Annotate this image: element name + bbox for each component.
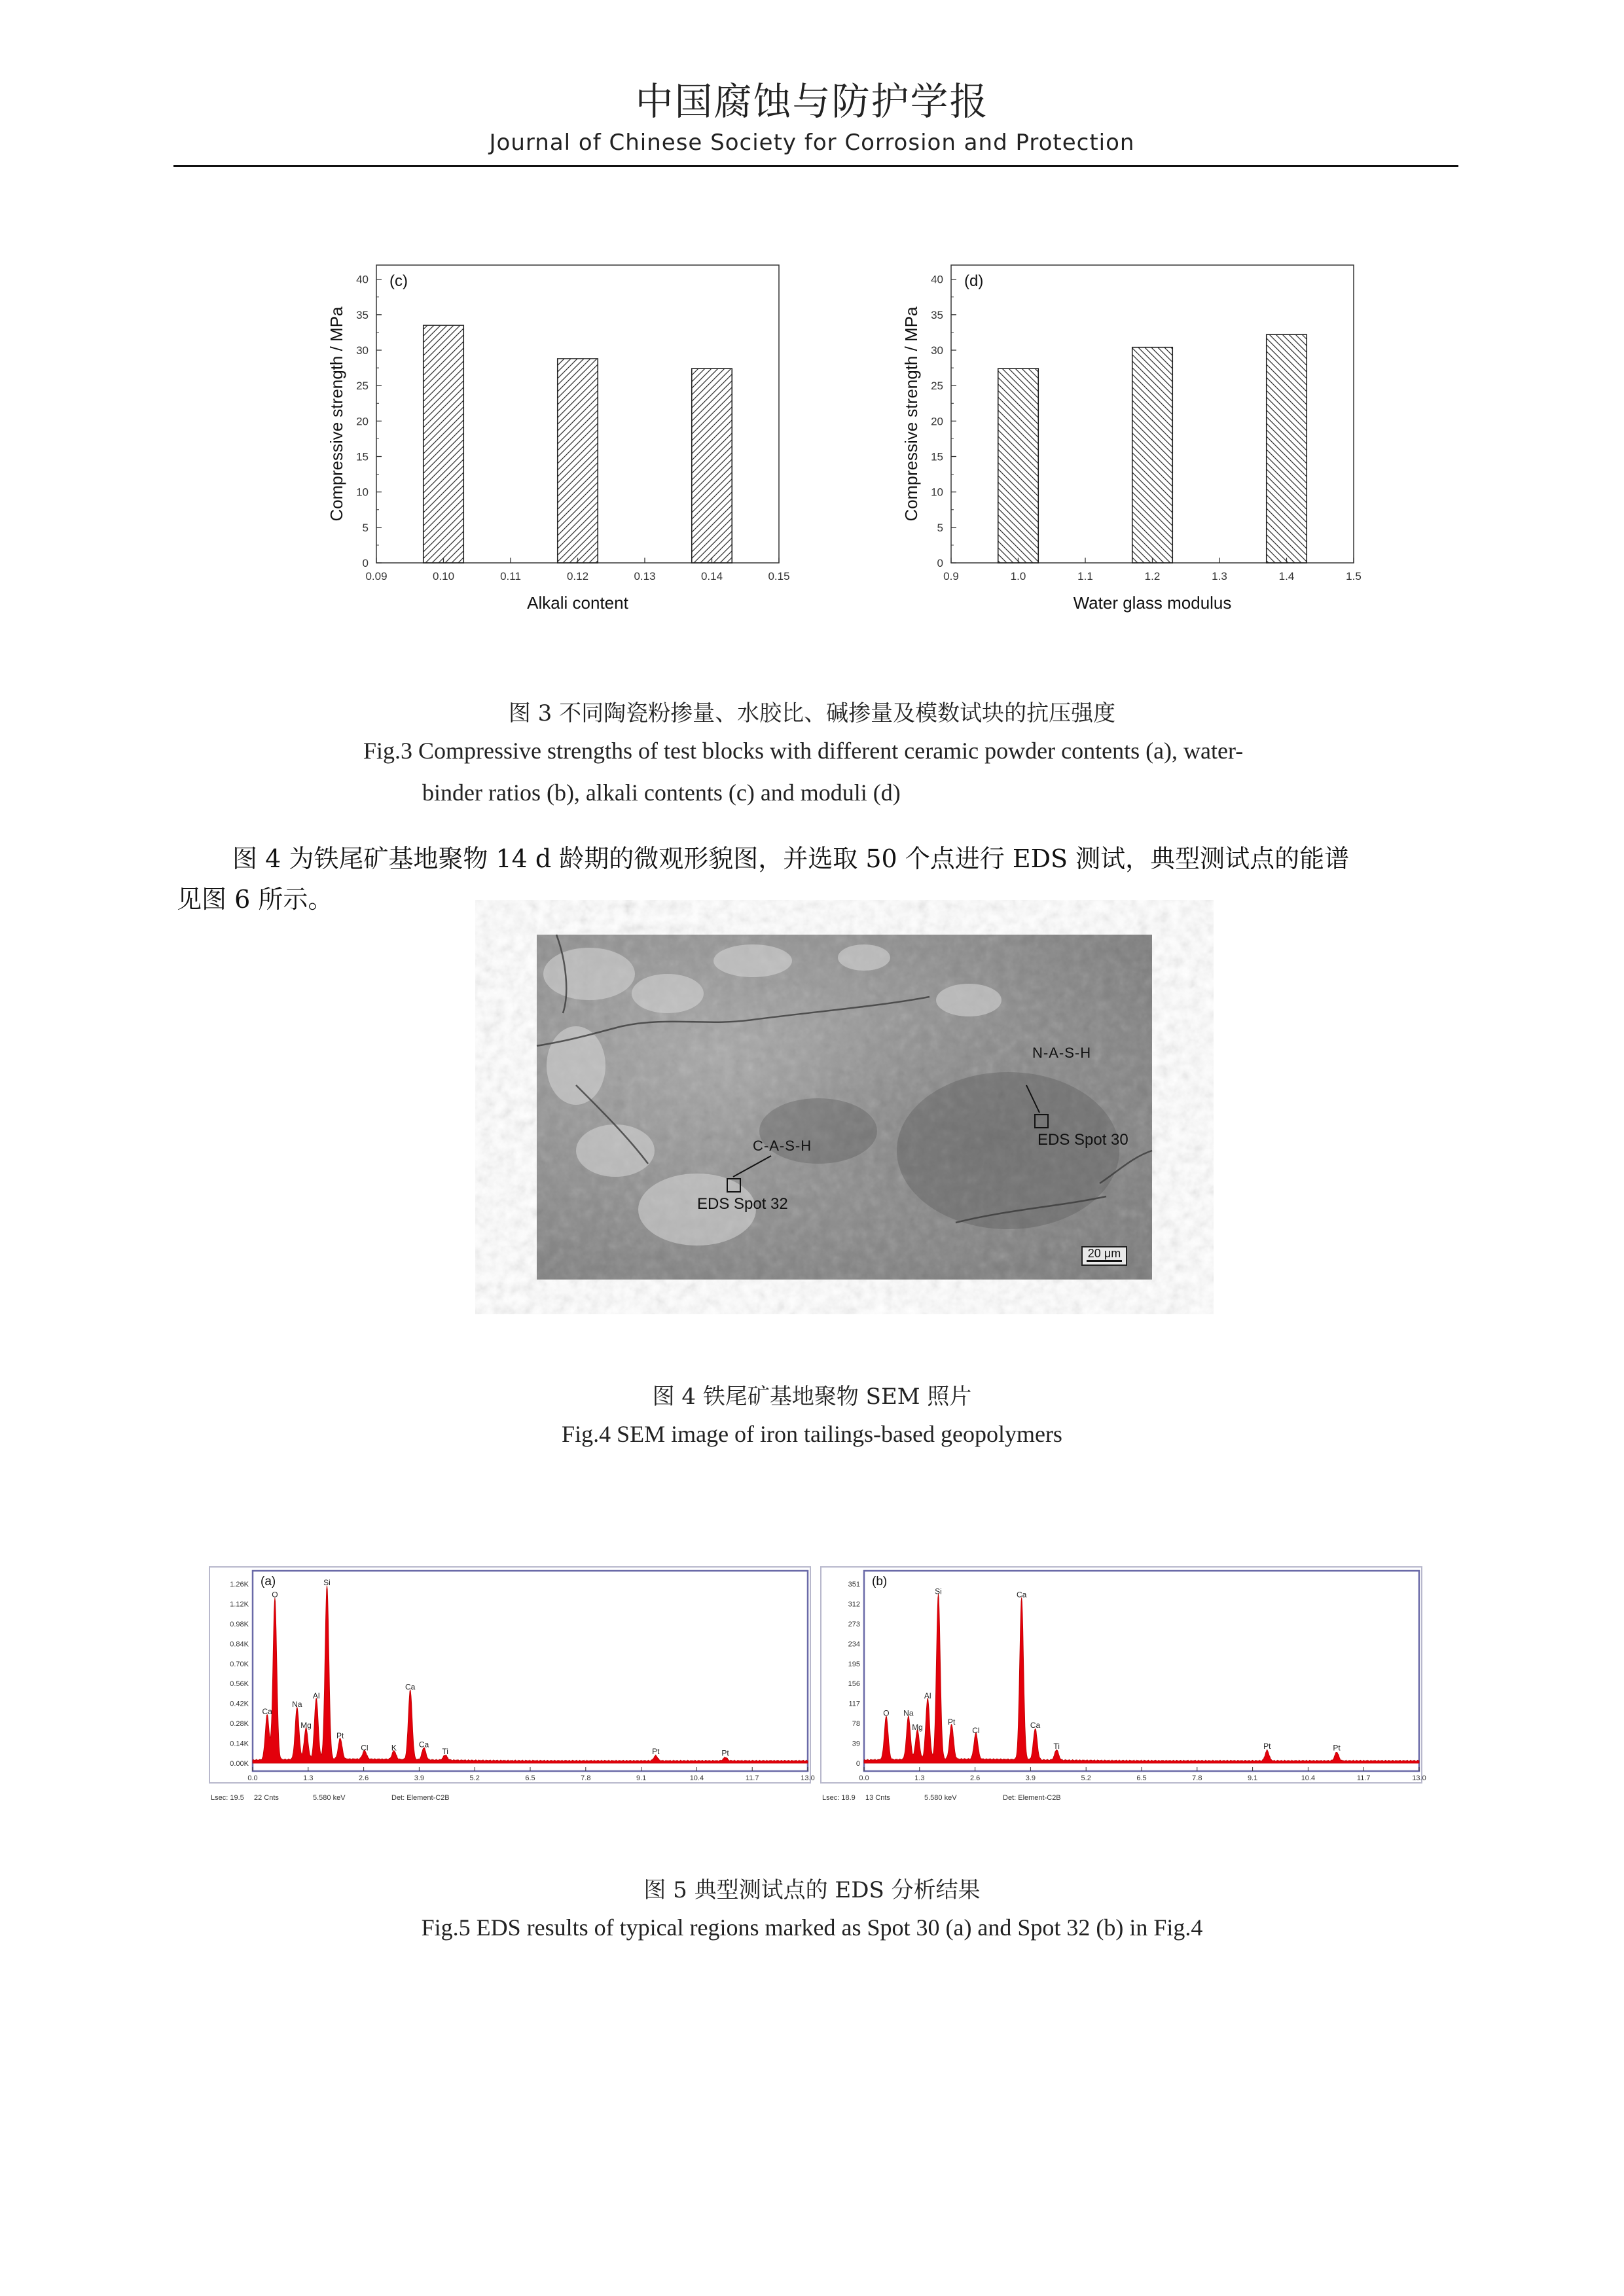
y-tick-label: 10 <box>931 486 943 499</box>
label-cash: C-A-S-H <box>753 1138 812 1154</box>
peak-label: Pt <box>948 1717 956 1727</box>
x-tick-label: 1.3 <box>1212 570 1227 583</box>
bar <box>692 368 732 563</box>
y-tick-label: 20 <box>356 415 369 428</box>
footer-text: 13 Cnts <box>865 1794 890 1802</box>
scale-bar <box>1081 1246 1127 1266</box>
y-tick-label: 25 <box>356 380 369 393</box>
peak-label: Cl <box>361 1743 369 1753</box>
peak-label: Pt <box>1263 1742 1271 1751</box>
journal-title-en: Journal of Chinese Society for Corrosion and Protection <box>489 130 1135 156</box>
y-tick-label: 78 <box>852 1720 860 1729</box>
x-tick-label: 7.8 <box>1192 1774 1202 1782</box>
y-tick-label: 15 <box>931 450 943 463</box>
x-tick-label: 1.2 <box>1144 570 1161 583</box>
body-paragraph-line2: 见图 6 所示。 <box>177 885 333 914</box>
x-tick-label: 3.9 <box>414 1774 425 1782</box>
peak-label: Ca <box>418 1740 429 1749</box>
y-tick-label: 0.70K <box>230 1660 249 1668</box>
y-tick-label: 0 <box>362 557 369 569</box>
x-tick-label: 10.4 <box>1301 1774 1316 1782</box>
bar <box>424 325 464 563</box>
peak-label: Ca <box>405 1682 416 1692</box>
fig4-caption-cn: 图 4 铁尾矿基地聚物 SEM 照片 <box>652 1384 972 1410</box>
y-tick-label: 40 <box>931 273 943 286</box>
y-tick-label: 0.00K <box>230 1760 249 1768</box>
y-tick-label: 5 <box>362 521 369 534</box>
peak-label: Pt <box>652 1747 660 1757</box>
y-tick-label: 156 <box>848 1680 860 1689</box>
x-tick-label: 13.0 <box>801 1774 815 1782</box>
footer-text: Det: Element-C2B <box>1003 1794 1061 1802</box>
y-tick-label: 1.12K <box>230 1600 249 1609</box>
label-spot30: EDS Spot 30 <box>1038 1131 1128 1149</box>
y-tick-label: 0.42K <box>230 1700 249 1708</box>
bar <box>1267 334 1307 563</box>
eds-spectrum-b <box>820 1566 1426 1805</box>
y-axis-label: Compressive strength / MPa <box>901 306 921 522</box>
footer-text: 22 Cnts <box>254 1794 279 1802</box>
x-axis-label: Alkali content <box>527 593 628 613</box>
peak-label: Al <box>924 1691 931 1700</box>
x-tick-label: 1.3 <box>303 1774 314 1782</box>
peak-label: Si <box>323 1578 331 1587</box>
chart-d <box>889 249 1386 641</box>
bar <box>998 368 1039 563</box>
x-tick-label: 11.7 <box>1356 1774 1371 1782</box>
peak-label: Na <box>292 1700 302 1710</box>
x-tick-label: 2.6 <box>358 1774 369 1782</box>
x-tick-label: 1.3 <box>914 1774 925 1782</box>
y-tick-label: 0.14K <box>230 1740 249 1748</box>
peak-label: Ti <box>442 1747 448 1757</box>
x-tick-label: 3.9 <box>1025 1774 1036 1782</box>
x-tick-label: 1.1 <box>1077 570 1093 583</box>
peak-label: O <box>883 1708 890 1718</box>
x-tick-label: 13.0 <box>1412 1774 1426 1782</box>
y-tick-label: 25 <box>931 380 943 393</box>
chart-c <box>314 249 812 641</box>
footer-text: 5.580 keV <box>924 1794 957 1802</box>
y-tick-label: 234 <box>848 1640 860 1649</box>
label-nash: N-A-S-H <box>1032 1045 1092 1061</box>
x-tick-label: 7.8 <box>581 1774 591 1782</box>
y-tick-label: 30 <box>356 344 369 357</box>
peak-label: Pt <box>1333 1743 1341 1753</box>
x-tick-label: 0.0 <box>859 1774 869 1782</box>
x-tick-label: 0.9 <box>943 570 959 583</box>
y-tick-label: 117 <box>848 1700 860 1708</box>
y-tick-label: 0 <box>856 1760 860 1768</box>
fig5-caption-en: Fig.5 EDS results of typical regions marked as Spot 30 (a) and Spot 32 (b) in Fig.4 <box>421 1914 1203 1941</box>
panel-label: (a) <box>261 1575 276 1588</box>
x-tick-label: 0.11 <box>500 570 521 583</box>
panel-label: (c) <box>389 272 408 290</box>
scale-bar-line <box>1087 1260 1122 1262</box>
x-tick-label: 0.14 <box>700 570 723 583</box>
x-tick-label: 0.13 <box>634 570 656 583</box>
peak-label: Ca <box>1030 1721 1041 1731</box>
x-tick-label: 0.0 <box>247 1774 258 1782</box>
x-tick-label: 5.2 <box>1081 1774 1091 1782</box>
bar <box>558 359 598 563</box>
label-spot32: EDS Spot 32 <box>697 1195 788 1213</box>
peak-label: Mg <box>912 1722 923 1732</box>
y-tick-label: 0 <box>937 557 943 569</box>
x-tick-label: 2.6 <box>969 1774 981 1782</box>
fig3-caption-en-line2: binder ratios (b), alkali contents (c) and moduli (d) <box>422 780 901 806</box>
x-tick-label: 0.15 <box>768 570 790 583</box>
fig3-caption-en-line1: Fig.3 Compressive strengths of test blocks with different ceramic powder contents (a), water- <box>363 738 1244 764</box>
x-tick-label: 9.1 <box>1247 1774 1258 1782</box>
footer-text: Det: Element-C2B <box>391 1794 450 1802</box>
y-tick-label: 312 <box>848 1600 860 1609</box>
peak-label: Pt <box>721 1748 729 1758</box>
footer-text: Lsec: 19.5 <box>211 1794 244 1802</box>
peak-label: Al <box>312 1691 320 1700</box>
sem-image <box>537 935 1152 1280</box>
peak-label: Mg <box>300 1721 312 1731</box>
x-tick-label: 0.12 <box>566 570 589 583</box>
peak-label: Ca <box>262 1706 272 1716</box>
eds-spectrum-a <box>208 1566 815 1805</box>
x-tick-label: 1.5 <box>1346 570 1362 583</box>
peak-label: Cl <box>972 1726 980 1736</box>
fig5-caption-cn: 图 5 典型测试点的 EDS 分析结果 <box>643 1877 981 1903</box>
y-tick-label: 5 <box>937 521 943 534</box>
y-tick-label: 0.84K <box>230 1640 249 1649</box>
panel-label: (d) <box>964 272 984 290</box>
y-tick-label: 40 <box>356 273 369 286</box>
x-tick-label: 0.09 <box>365 570 388 583</box>
spectrum-plot-frame <box>253 1571 808 1771</box>
fig3-caption-cn: 图 3 不同陶瓷粉掺量、水胶比、碱掺量及模数试块的抗压强度 <box>508 700 1116 726</box>
bar <box>1132 348 1173 563</box>
y-tick-label: 0.28K <box>230 1720 249 1729</box>
x-tick-label: 9.1 <box>636 1774 647 1782</box>
y-tick-label: 0.98K <box>230 1620 249 1628</box>
x-tick-label: 5.2 <box>469 1774 480 1782</box>
x-tick-label: 11.7 <box>745 1774 759 1782</box>
y-tick-label: 20 <box>931 415 943 428</box>
header-rule <box>173 165 1458 167</box>
peak-label: O <box>272 1590 278 1600</box>
x-tick-label: 6.5 <box>1136 1774 1147 1782</box>
footer-text: 5.580 keV <box>313 1794 346 1802</box>
fig4-caption-en: Fig.4 SEM image of iron tailings-based geopolymers <box>562 1421 1062 1447</box>
x-tick-label: 6.5 <box>525 1774 535 1782</box>
journal-title-cn: 中国腐蚀与防护学报 <box>635 79 989 124</box>
x-tick-label: 0.10 <box>432 570 455 583</box>
panel-label: (b) <box>872 1575 888 1588</box>
peak-label: Si <box>935 1587 942 1596</box>
y-tick-label: 0.56K <box>230 1680 249 1689</box>
y-tick-label: 35 <box>356 308 369 321</box>
x-tick-label: 10.4 <box>689 1774 704 1782</box>
y-tick-label: 30 <box>931 344 943 357</box>
scale-bar-label: 20 μm <box>1087 1247 1121 1260</box>
y-tick-label: 273 <box>848 1620 860 1628</box>
y-tick-label: 39 <box>852 1740 860 1748</box>
peak-label: K <box>391 1743 397 1753</box>
spectrum-plot-frame <box>864 1571 1419 1771</box>
y-tick-label: 351 <box>848 1581 860 1589</box>
peak-label: Na <box>903 1708 914 1718</box>
x-tick-label: 1.0 <box>1010 570 1026 583</box>
peak-label: Pt <box>336 1731 344 1741</box>
peak-label: Ti <box>1053 1742 1060 1751</box>
y-tick-label: 35 <box>931 308 943 321</box>
y-axis-label: Compressive strength / MPa <box>327 306 346 522</box>
body-paragraph-line1: 图 4 为铁尾矿基地聚物 14 d 龄期的微观形貌图，并选取 50 个点进行 EDS 测试，典型测试点的能谱 <box>232 844 1350 873</box>
x-tick-label: 1.4 <box>1278 570 1295 583</box>
x-axis-label: Water glass modulus <box>1073 593 1232 613</box>
peak-label: Ca <box>1017 1590 1027 1600</box>
y-tick-label: 1.26K <box>230 1581 249 1589</box>
y-tick-label: 195 <box>848 1660 860 1668</box>
y-tick-label: 10 <box>356 486 369 499</box>
y-tick-label: 15 <box>356 450 369 463</box>
footer-text: Lsec: 18.9 <box>822 1794 856 1802</box>
